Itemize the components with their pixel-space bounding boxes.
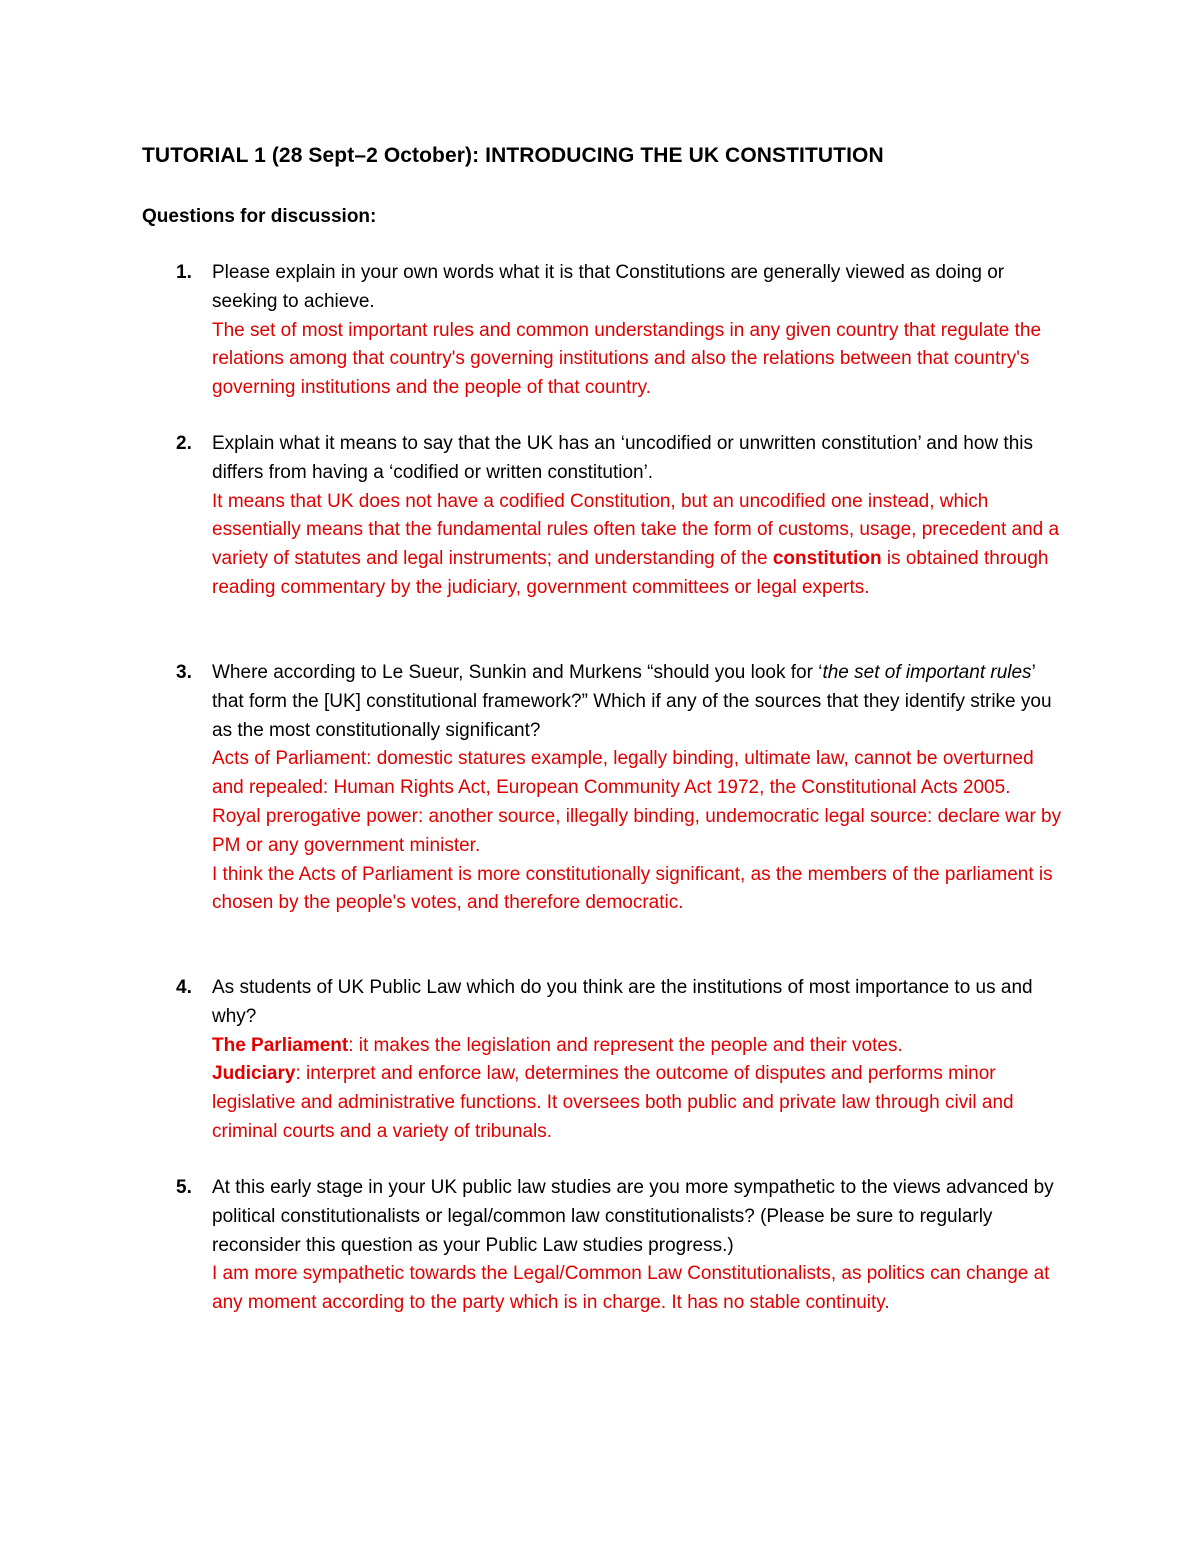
answer-text <box>212 1060 1070 1146</box>
question-item-3 <box>176 659 1070 918</box>
answer-text: I think the Acts of Parliament is more constitutionally significant, as the members of the parliament is chosen by the people's votes, and therefore democratic. <box>212 863 1053 914</box>
question-text-part: Where according to Le Sueur, Sunkin and Murkens “should you look for ‘ <box>212 662 823 683</box>
answer-bold-term: The Parliament <box>212 1034 349 1056</box>
answer-bold-term: Judiciary <box>212 1063 296 1085</box>
question-text-part: ’ that form the [UK] constitutional framework?” Which if any of the sources that they identify strike you as the most constitutionally significant? <box>212 662 1052 741</box>
section-subheading: Questions for discussion: <box>142 206 377 227</box>
question-item-4 <box>176 974 1070 1147</box>
question-text: Explain what it means to say that the UK has an ‘uncodified or unwritten constitution’ and how this differs from having a ‘codified or written constitution’. <box>212 433 1033 483</box>
question-text: Please explain in your own words what it is that Constitutions are generally viewed as doing or seeking to achieve. <box>212 262 1005 312</box>
answer-text: Acts of Parliament: domestic statures example, legally binding, ultimate law, cannot be overturned and repealed: Human Rights Act, European Community Act 1972, the Constitutional Acts 2005. <box>212 748 1034 799</box>
answer-text <box>212 488 1070 603</box>
answer-text-part: : it makes the legislation and represent the people and their votes. <box>348 1034 903 1056</box>
answer-text: I am more sympathetic towards the Legal/Common Law Constitutionalists, as politics can change at any moment according to the party which is in charge. It has no stable continuity. <box>212 1263 1050 1314</box>
question-number: 1. <box>176 262 192 283</box>
question-text: As students of UK Public Law which do you think are the institutions of most importance to us and why? <box>212 977 1033 1027</box>
question-text: At this early stage in your UK public law studies are you more sympathetic to the views advanced by political constitutionalists or legal/common law constitutionalists? (Please be sure to regularly reconsider this question as your Public Law studies progress.) <box>212 1177 1054 1256</box>
question-item-5 <box>176 1174 1070 1318</box>
question-number: 5. <box>176 1177 192 1198</box>
answer-text <box>212 1032 1070 1061</box>
answer-text: The set of most important rules and common understandings in any given country that regulate the relations among that country's governing institutions and also the relations between that country's governing institutions and the people of that country. <box>212 319 1042 399</box>
question-number: 4. <box>176 977 192 998</box>
question-item-2 <box>176 430 1070 603</box>
question-item-1 <box>176 259 1070 403</box>
question-text <box>212 659 1070 745</box>
answer-text-part: It means that UK does not have a codified Constitution, but an uncodified one instead, which essentially means that the fundamental rules often take the form of customs, usage, precedent and a variety of statutes and legal instruments; and understanding of the <box>212 490 1060 570</box>
answer-text-part: is obtained through reading commentary by the judiciary, government committees or legal experts. <box>212 548 1049 598</box>
question-italic-quote: the set of important rules <box>822 662 1032 683</box>
question-number: 3. <box>176 662 192 683</box>
answer-text-part: : interpret and enforce law, determines the outcome of disputes and performs minor legislative and administrative functions. It oversees both public and private law through civil and criminal courts and a variety of tribunals. <box>212 1063 1014 1142</box>
answer-bold-term: constitution <box>772 548 882 570</box>
page-title: TUTORIAL 1 (28 Sept–2 October): INTRODUCING THE UK CONSTITUTION <box>142 144 884 167</box>
answer-text: Royal prerogative power: another source, illegally binding, undemocratic legal source: declare war by PM or any government minister. <box>212 805 1062 856</box>
question-number: 2. <box>176 433 192 454</box>
